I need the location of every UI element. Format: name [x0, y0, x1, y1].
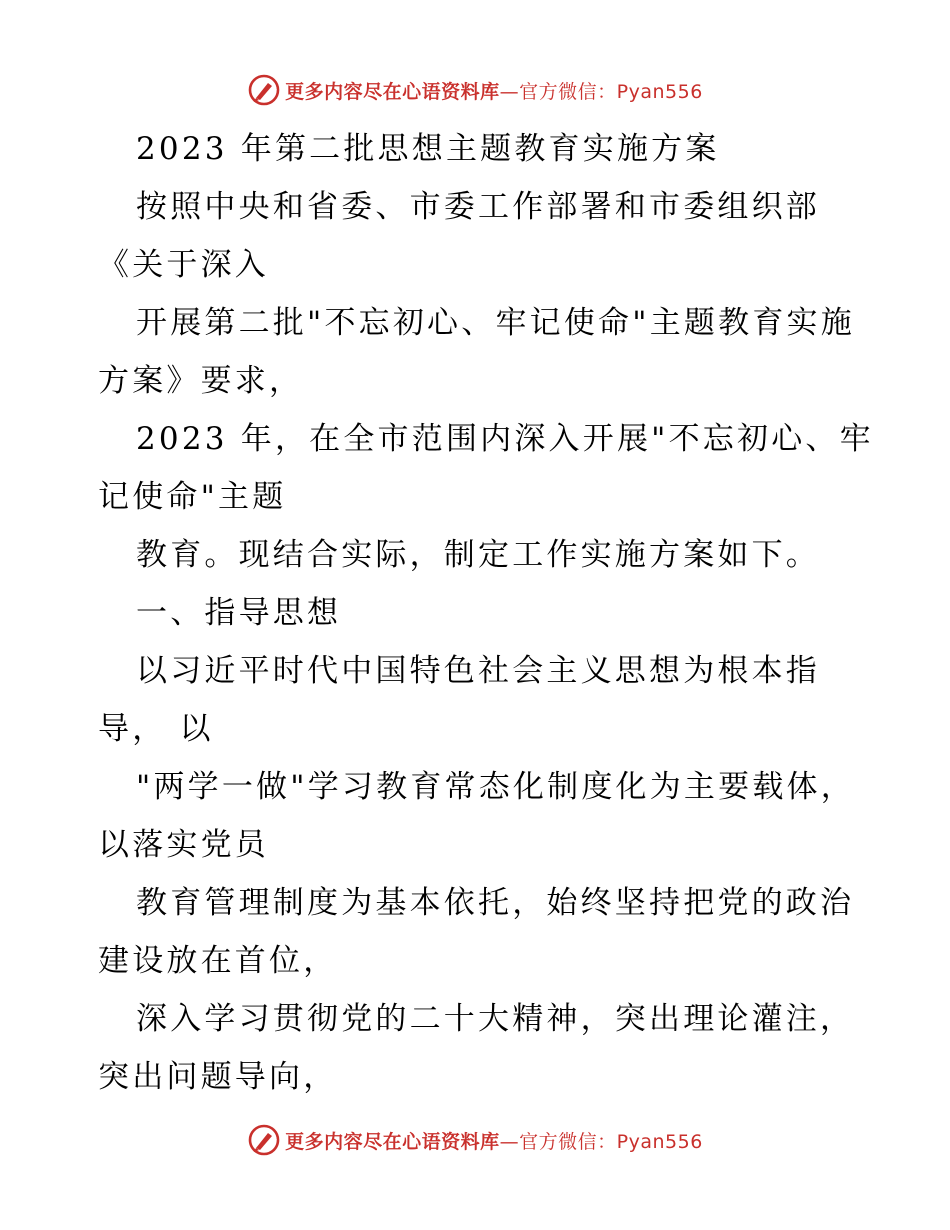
document-line: 开展第二批"不忘初心、牢记使命"主题教育实施 [136, 305, 855, 341]
document-line: 一、指导思想 [136, 595, 342, 631]
document-line: 2023 年第二批思想主题教育实施方案 [136, 131, 720, 167]
document-line: 2023 年，在全市范围内深入开展"不忘初心、牢 [136, 421, 874, 457]
document-line: 导， 以 [98, 711, 214, 747]
document-line: 记使命"主题 [98, 479, 287, 515]
watermark-sub-text: —官方微信：Pyan556 [499, 80, 703, 103]
document-line: 按照中央和省委、市委工作部署和市委组织部 [136, 189, 820, 225]
document-line: 以习近平时代中国特色社会主义思想为根本指 [136, 653, 820, 689]
document-line: 以落实党员 [98, 827, 269, 863]
document-line: "两学一做"学习教育常态化制度化为主要载体， [136, 769, 855, 805]
document-line: 教育管理制度为基本依托，始终坚持把党的政治 [136, 885, 855, 921]
document-line: 方案》要求， [98, 363, 304, 399]
document-line: 突出问题导向， [98, 1059, 338, 1095]
watermark-sub-text: —官方微信：Pyan556 [499, 1130, 703, 1153]
document-line: 建设放在首位， [98, 943, 338, 979]
watermark-main-text: 更多内容尽在心语资料库 [285, 80, 500, 103]
header-watermark [0, 70, 950, 110]
document-line: 教育。现结合实际，制定工作实施方案如下。 [136, 537, 820, 573]
document-line: 深入学习贯彻党的二十大精神，突出理论灌注， [136, 1001, 855, 1037]
pen-in-circle-logo [247, 1123, 281, 1157]
pen-in-circle-logo [247, 73, 281, 107]
watermark-main-text: 更多内容尽在心语资料库 [285, 1130, 500, 1153]
document-line: 《关于深入 [98, 247, 269, 283]
document-body [98, 120, 874, 1106]
footer-watermark [0, 1120, 950, 1160]
